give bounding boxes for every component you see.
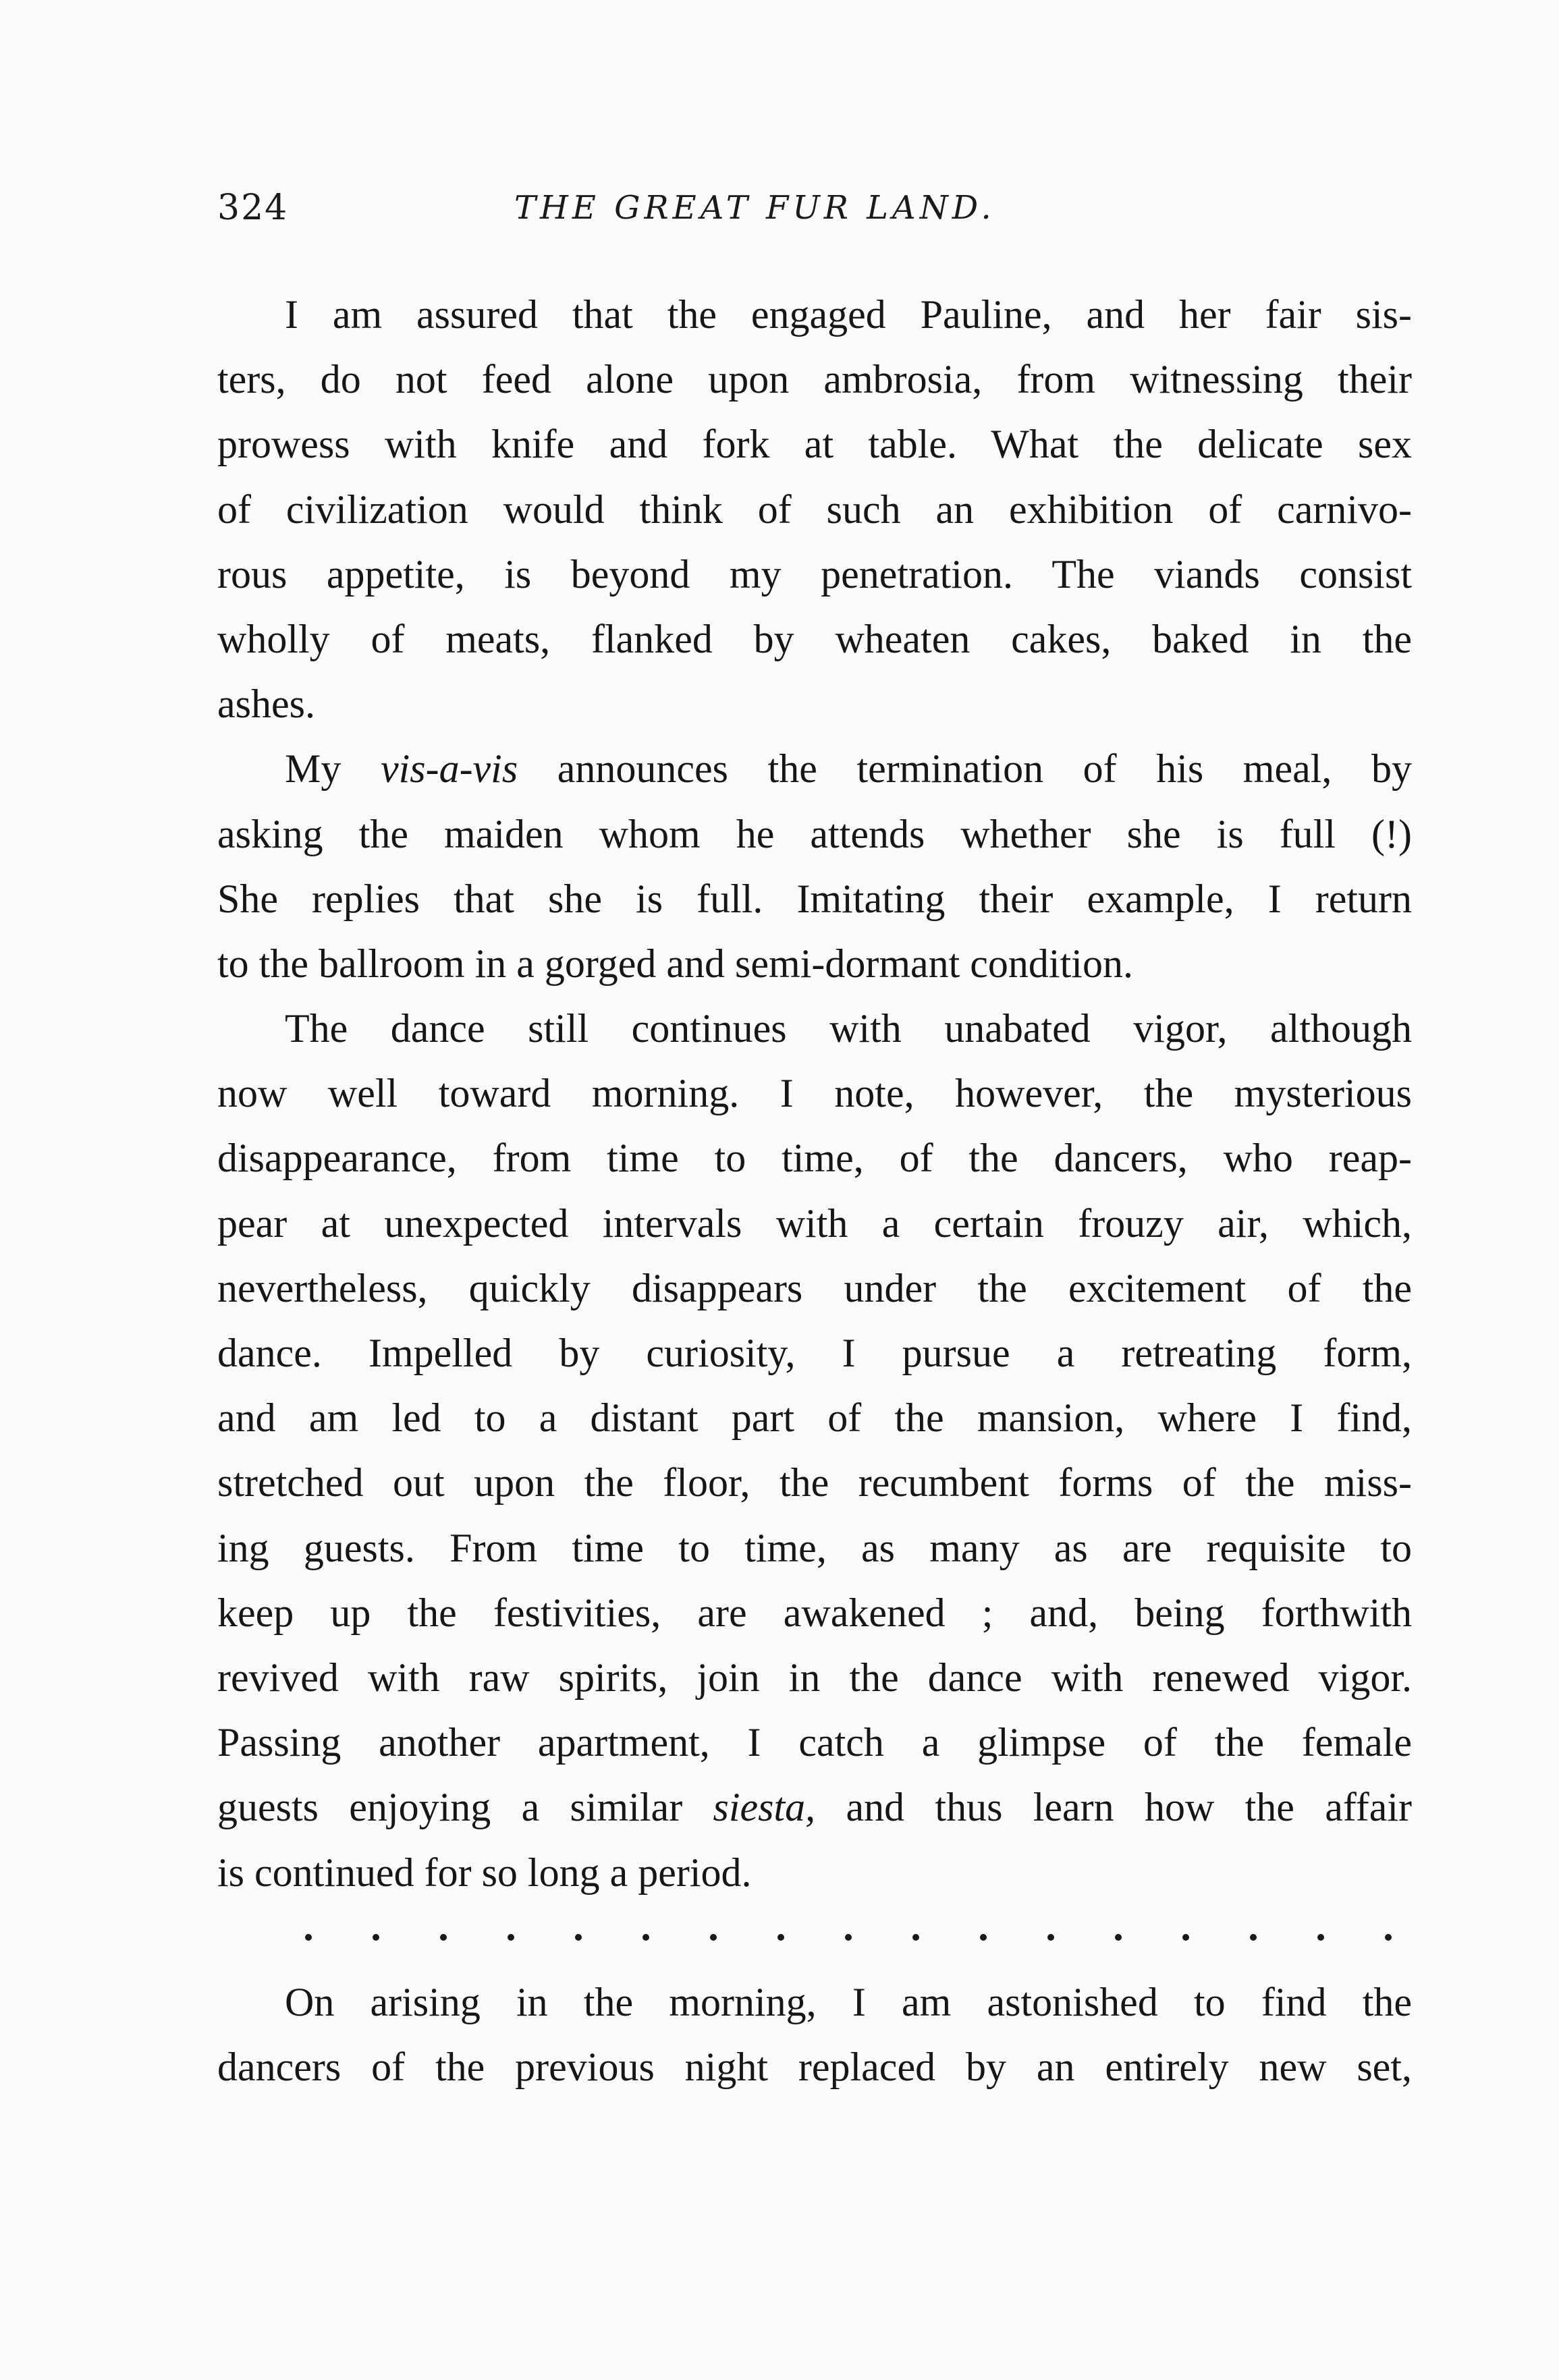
text-line: asking the maiden whom he attends whether she is full (!): [217, 811, 1412, 856]
ellipsis-dot: [845, 1934, 852, 1941]
text-line: dance. Impelled by curiosity, I pursue a retreating form,: [217, 1331, 1412, 1375]
text-span: My: [285, 746, 381, 792]
text-span: and thus learn how the affair: [815, 1785, 1412, 1830]
text-line: rous appetite, is beyond my penetration. The viands consist: [217, 551, 1412, 597]
text-line: ashes.: [217, 682, 315, 727]
ellipsis-dot: [1317, 1934, 1324, 1941]
text-line: [217, 736, 1412, 801]
text-line: now well toward morning. I note, however, the mysterious: [217, 1071, 1412, 1116]
text-line: [217, 1775, 1412, 1839]
text-line: On arising in the morning, I am astonished to find the: [285, 1979, 1412, 2024]
text-line: disappearance, from time to time, of the dancers, who reap-: [217, 1136, 1412, 1181]
text-span: guests enjoying a similar: [217, 1785, 713, 1830]
ellipsis-dot: [373, 1934, 379, 1941]
ellipsis-dot: [1182, 1934, 1189, 1941]
text-line: She replies that she is full. Imitating their example, I return: [217, 876, 1412, 921]
ellipsis-dot: [440, 1934, 447, 1941]
text-line: ing guests. From time to time, as many as are requisite to: [217, 1525, 1412, 1570]
ellipsis-dot: [980, 1934, 987, 1941]
ellipsis-dot: [912, 1934, 919, 1941]
ellipsis-dot: [710, 1934, 717, 1941]
text-line: keep up the festivities, are awakened ; and, being forthwith: [217, 1590, 1412, 1635]
text-line: to the ballroom in a gorged and semi-dormant condition.: [217, 941, 1133, 986]
text-span: announces the termination of his meal, by: [518, 746, 1412, 792]
text-line: of civilization would think of such an exhibition of carnivo-: [217, 487, 1412, 532]
ellipsis-dot: [642, 1934, 649, 1941]
ellipsis-dot: [305, 1934, 312, 1941]
italic-text: siesta,: [713, 1785, 816, 1830]
text-line: ters, do not feed alone upon ambrosia, from witnessing their: [217, 357, 1412, 402]
text-line: dancers of the previous night replaced by an entirely new set,: [217, 2045, 1412, 2090]
text-line: revived with raw spirits, join in the dance with renewed vigor.: [217, 1655, 1412, 1700]
ellipsis-dot: [1250, 1934, 1257, 1941]
section-break: [217, 1905, 1412, 1970]
text-line: The dance still continues with unabated vigor, although: [285, 1006, 1412, 1051]
ellipsis-dot: [777, 1934, 784, 1941]
ellipsis-dot: [1047, 1934, 1054, 1941]
ellipsis-dot: [1115, 1934, 1122, 1941]
body-text: [217, 282, 1412, 2099]
text-line: is continued for so long a period.: [217, 1850, 752, 1895]
italic-text: vis-a-vis: [380, 746, 518, 792]
page-number: 324: [217, 188, 289, 228]
page-header: [217, 188, 1412, 248]
text-line: wholly of meats, flanked by wheaten cakes, baked in the: [217, 616, 1412, 661]
text-line: I am assured that the engaged Pauline, and her fair sis-: [285, 292, 1412, 337]
text-line: pear at unexpected intervals with a certain frouzy air, which,: [217, 1200, 1412, 1246]
text-line: stretched out upon the floor, the recumbent forms of the miss-: [217, 1460, 1412, 1505]
ellipsis-dot: [508, 1934, 514, 1941]
text-line: Passing another apartment, I catch a glimpse of the female: [217, 1720, 1412, 1765]
ellipsis-dot: [575, 1934, 582, 1941]
text-line: prowess with knife and fork at table. What the delicate sex: [217, 422, 1412, 467]
text-line: nevertheless, quickly disappears under the excitement of the: [217, 1265, 1412, 1310]
running-title: THE GREAT FUR LAND.: [514, 189, 995, 227]
text-line: and am led to a distant part of the mansion, where I find,: [217, 1395, 1412, 1441]
ellipsis-dot: [1385, 1934, 1392, 1941]
